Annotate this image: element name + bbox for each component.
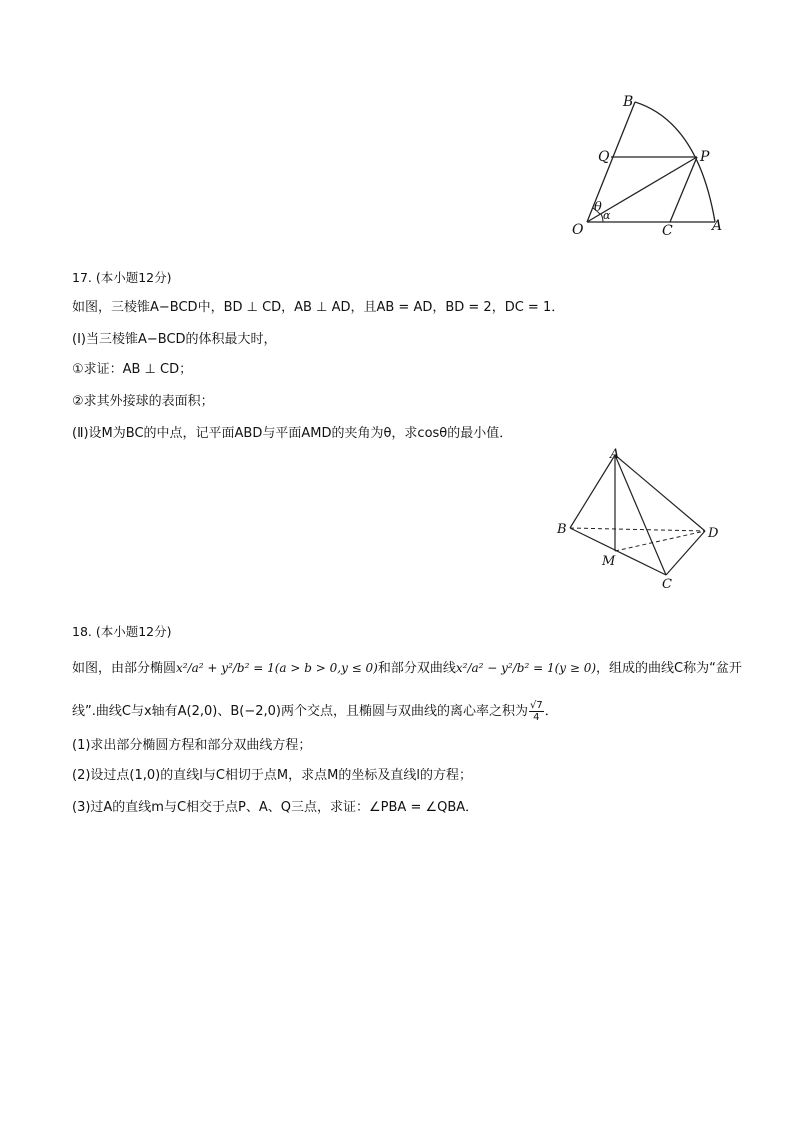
label-A: A xyxy=(610,447,620,462)
edge-BD-hidden xyxy=(570,528,705,531)
label-O: O xyxy=(572,222,584,238)
q17-stem: 如图，三棱锥A−BCD中，BD ⊥ CD，AB ⊥ AD，且AB = AD，BD = 2，DC = 1． xyxy=(72,300,565,315)
label-M: M xyxy=(602,554,616,569)
label-B: B xyxy=(623,94,634,110)
edge-BC xyxy=(570,528,666,575)
q18-stem-a: 如图，由部分椭圆 xyxy=(72,661,177,676)
edge-CD xyxy=(666,531,705,575)
label-theta: θ xyxy=(594,200,602,215)
q18-stem-line2 xyxy=(72,700,558,723)
q18-stem-line1 xyxy=(72,658,742,679)
label-C: C xyxy=(662,223,673,239)
q18-stem-c: ，组成的曲线C称为“盆开 xyxy=(596,661,742,676)
hyperbola-equation: x²/a² − y²/b² = 1(y ≥ 0) xyxy=(455,661,597,675)
ellipse-equation: x²/a² + y²/b² = 1(a > b > 0,y ≤ 0) xyxy=(176,661,378,675)
q17-header: 17. (本小题12分) xyxy=(72,270,172,285)
q18-header: 18. (本小题12分) xyxy=(72,624,172,639)
eccentricity-numerator: √7 xyxy=(529,700,543,711)
label-alpha: α xyxy=(603,209,611,222)
eccentricity-denominator: 4 xyxy=(533,712,540,723)
q18-q1: (1)求出部分椭圆方程和部分双曲线方程； xyxy=(72,738,312,753)
edge-AB xyxy=(570,455,615,528)
label-A: A xyxy=(712,218,723,234)
edge-MD-hidden xyxy=(615,531,705,551)
label-P: P xyxy=(700,149,710,165)
eccentricity-fraction xyxy=(529,700,544,723)
q18-stem-b: 和部分双曲线 xyxy=(377,661,456,676)
q18-stem-d: 线”.曲线C与x轴有A(2,0)、B(−2,0)两个交点，且椭圆与双曲线的离心率之积为 xyxy=(72,704,528,719)
segment-PC xyxy=(670,157,697,222)
figure-tetrahedron xyxy=(550,445,730,593)
edge-AD xyxy=(615,455,705,531)
q17-part1-1: ①求证：AB ⊥ CD； xyxy=(72,362,193,377)
q17-part1: (Ⅰ)当三棱锥A−BCD的体积最大时， xyxy=(72,332,277,347)
label-C: C xyxy=(662,577,672,592)
q17-part2: (Ⅱ)设M为BC的中点，记平面ABD与平面AMD的夹角为θ，求cosθ的最小值． xyxy=(72,426,513,441)
label-Q: Q xyxy=(598,149,610,165)
q18-q3: (3)过A的直线m与C相交于点P、A、Q三点，求证：∠PBA = ∠QBA． xyxy=(72,800,479,815)
label-D: D xyxy=(708,526,719,541)
q18-stem-e: ． xyxy=(544,704,558,719)
edge-AC xyxy=(615,455,666,575)
q17-part1-2: ②求其外接球的表面积； xyxy=(72,394,214,409)
figure-sector xyxy=(560,90,730,240)
q18-q2: (2)设过点(1,0)的直线l与C相切于点M，求点M的坐标及直线l的方程； xyxy=(72,768,472,783)
label-B: B xyxy=(557,522,567,537)
